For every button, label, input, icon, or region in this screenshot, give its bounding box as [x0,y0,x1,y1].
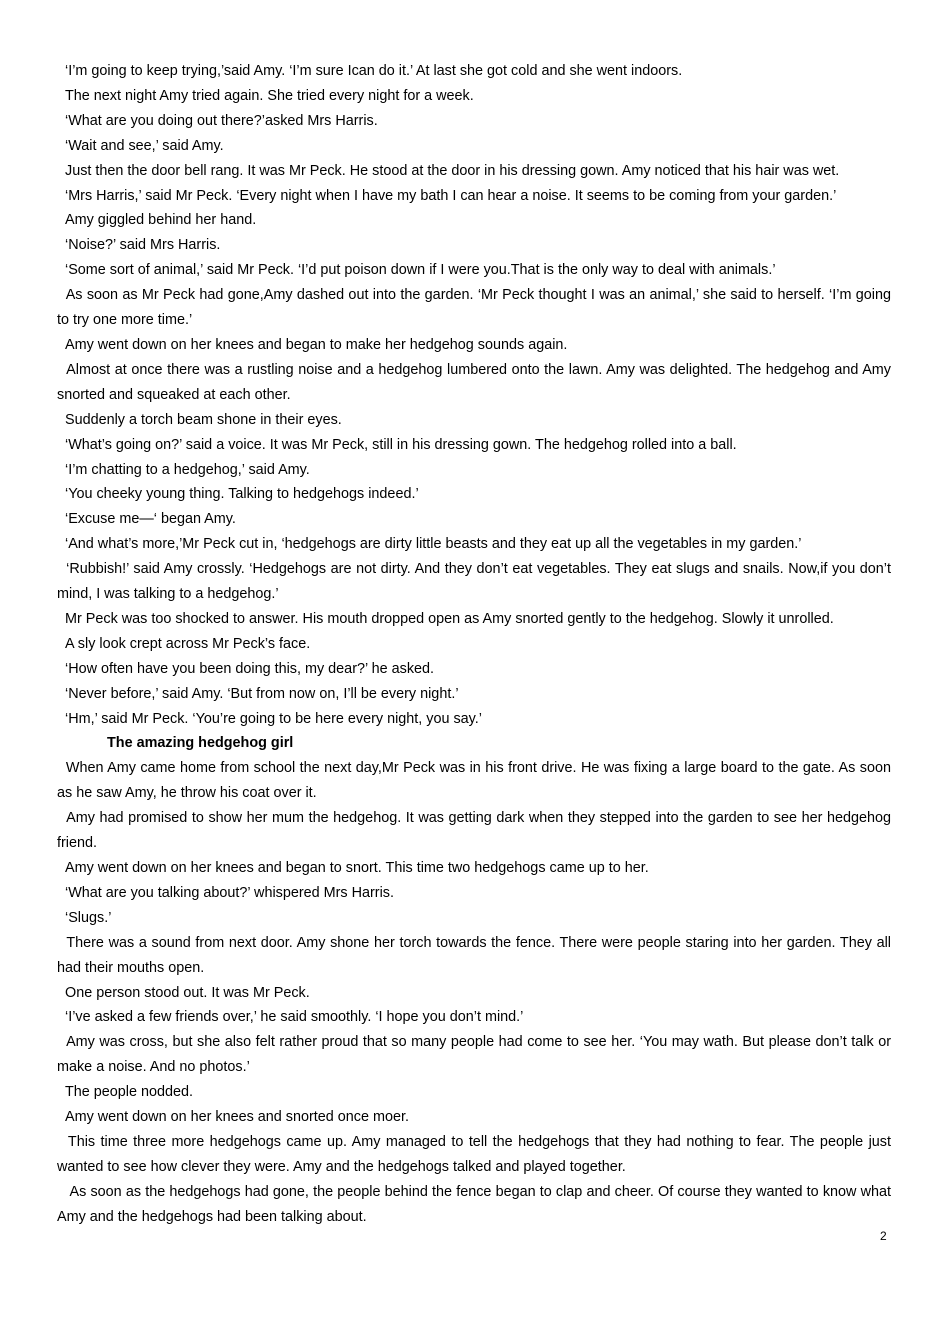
section-heading: The amazing hedgehog girl [107,735,294,752]
paragraph: Just then the door bell rang. It was Mr Peck. He stood at the door in his dressing gown. Amy noticed that his hair was wet. [57,162,840,179]
paragraph: Almost at once there was a rustling noise and a hedgehog lumbered onto the lawn. Amy was delighted. The hedgehog and Amy snorted and squeaked at each other. [57,361,891,403]
paragraph: Amy went down on her knees and snorted once moer. [57,1109,409,1126]
paragraph: As soon as Mr Peck had gone,Amy dashed out into the garden. ‘Mr Peck thought I was an animal,’ she said to herself. ‘I’m going to try one more time.’ [57,287,891,329]
paragraph: ‘Excuse me—‘ began Amy. [57,511,236,528]
paragraph: ‘What’s going on?’ said a voice. It was Mr Peck, still in his dressing gown. The hedgehog rolled into a ball. [57,436,737,453]
paragraph: ‘Wait and see,’ said Amy. [57,137,224,154]
paragraph: Amy had promised to show her mum the hedgehog. It was getting dark when they stepped into the garden to see her hedgehog friend. [57,810,891,852]
paragraph: ‘Slugs.’ [57,909,112,926]
paragraph: The next night Amy tried again. She tried every night for a week. [57,87,474,104]
paragraph: The people nodded. [57,1084,194,1101]
paragraph: ‘What are you doing out there?’asked Mrs Harris. [57,112,378,129]
page-number: 2 [880,1229,887,1243]
paragraph: ‘Hm,’ said Mr Peck. ‘You’re going to be here every night, you say.’ [57,710,482,727]
paragraph: Amy went down on her knees and began to snort. This time two hedgehogs came up to her. [57,860,649,876]
paragraph: ‘Noise?’ said Mrs Harris. [57,237,221,254]
paragraph: A sly look crept across Mr Peck’s face. [57,635,311,652]
document-page [57,59,891,1230]
paragraph: Mr Peck was too shocked to answer. His mouth dropped open as Amy snorted gently to the hedgehog. Slowly it unrolled. [57,610,834,627]
paragraph: ‘What are you talking about?’ whispered Mrs Harris. [57,884,394,901]
paragraph: There was a sound from next door. Amy shone her torch towards the fence. There were people staring into her garden. They all had their mouths open. [57,934,891,976]
paragraph: When Amy came home from school the next day,Mr Peck was in his front drive. He was fixing a large board to the gate. As soon as he saw Amy, he throw his coat over it. [57,760,891,802]
paragraph: Amy giggled behind her hand. [57,212,257,229]
paragraph: This time three more hedgehogs came up. Amy managed to tell the hedgehogs that they had nothing to fear. The people just wanted to see how clever they were. Amy and the hedgehogs talked and played together. [57,1133,891,1175]
paragraph: ‘Some sort of animal,’ said Mr Peck. ‘I’d put poison down if I were you.That is the only way to deal with animals.’ [57,262,776,279]
paragraph: Amy was cross, but she also felt rather proud that so many people had come to see her. ‘You may wath. But please don’t talk or make a noise. And no photos.’ [57,1034,891,1076]
paragraph: ‘I’m chatting to a hedgehog,’ said Amy. [57,461,310,478]
paragraph: ‘I’ve asked a few friends over,’ he said smoothly. ‘I hope you don’t mind.’ [57,1009,524,1026]
paragraph: ‘Never before,’ said Amy. ‘But from now on, I’ll be every night.’ [57,685,459,702]
paragraph: ‘How often have you been doing this, my dear?’ he asked. [57,660,435,677]
paragraph: One person stood out. It was Mr Peck. [57,984,310,1001]
paragraph: ‘Rubbish!’ said Amy crossly. ‘Hedgehogs are not dirty. And they don’t eat vegetables. They eat slugs and snails. Now,if you don’t mind, I was talking to a hedgehog.’ [57,561,891,603]
paragraph: ‘Mrs Harris,’ said Mr Peck. ‘Every night when I have my bath I can hear a noise. It seems to be coming from your garden.’ [57,187,837,204]
paragraph: Amy went down on her knees and began to make her hedgehog sounds again. [57,336,568,353]
paragraph: ‘You cheeky young thing. Talking to hedgehogs indeed.’ [57,486,419,503]
paragraph: As soon as the hedgehogs had gone, the people behind the fence began to clap and cheer. Of course they wanted to know what Amy and the hedgehogs had been talking about. [57,1183,891,1225]
paragraph: Suddenly a torch beam shone in their eyes. [57,411,342,428]
paragraph: ‘And what’s more,’Mr Peck cut in, ‘hedgehogs are dirty little beasts and they eat up all the vegetables in my garden.’ [57,536,802,553]
paragraph: ‘I’m going to keep trying,’said Amy. ‘I’m sure Ican do it.’ At last she got cold and she went indoors. [57,63,683,79]
